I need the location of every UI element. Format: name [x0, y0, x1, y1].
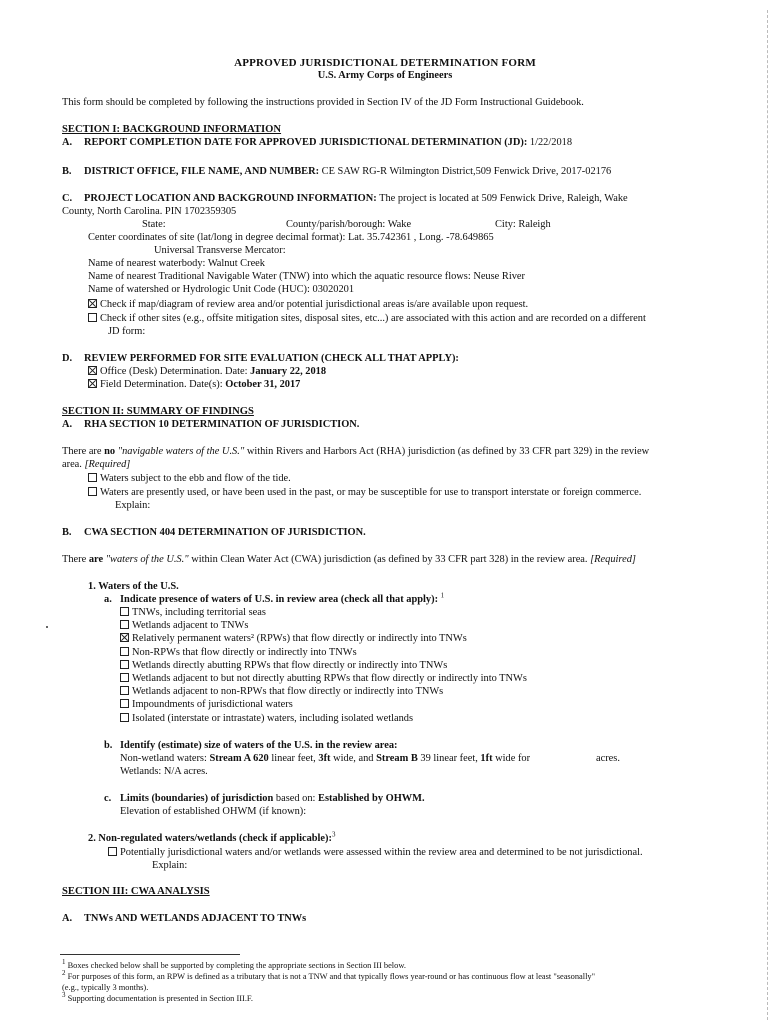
- waters-option-label: Wetlands directly abutting RPWs that flow directly or indirectly into TNWs: [132, 659, 448, 671]
- section-1-heading: SECTION I: BACKGROUND INFORMATION: [62, 124, 282, 135]
- waters-option-row: [120, 713, 413, 726]
- identify-size-label: b.: [104, 740, 113, 751]
- waters-option-checkbox[interactable]: [120, 633, 129, 642]
- commerce-label: Waters are presently used, or have been used in the past, or may be susceptible for use to transport interstate or foreign commerce.: [100, 487, 642, 498]
- instructions-text: This form should be completed by following the instructions provided in Section IV of the JD Form Instructional Guidebook.: [62, 97, 584, 108]
- waters-option-checkbox[interactable]: [120, 660, 129, 669]
- section-1a-text: REPORT COMPLETION DATE FOR APPROVED JURISDICTIONAL DETERMINATION (JD):: [84, 137, 528, 148]
- nonwet-text-5: wide for: [495, 753, 531, 764]
- waters-option-row: [120, 633, 467, 646]
- other-sites-checkbox[interactable]: [88, 313, 97, 322]
- footnote-divider: [60, 954, 240, 955]
- waters-option-checkbox[interactable]: [120, 620, 129, 629]
- waters-option-checkbox[interactable]: [120, 713, 129, 722]
- non-regulated-heading: [88, 830, 336, 846]
- section-1d: [62, 353, 459, 366]
- rha-required: [Required]: [84, 459, 131, 470]
- section-3-heading: SECTION III: CWA ANALYSIS: [62, 886, 210, 897]
- limits-based: based on:: [275, 793, 316, 804]
- report-date: 1/22/2018: [529, 137, 573, 148]
- acres-label: acres.: [596, 753, 620, 764]
- waters-option-label: TNWs, including territorial seas: [132, 607, 266, 618]
- footnote-ref-3: 3: [331, 830, 336, 839]
- waters-option-label: Non-RPWs that flow directly or indirectly into TNWs: [132, 646, 357, 658]
- section-1c-label: C.: [62, 193, 73, 204]
- non-regulated-checkbox-row: [108, 847, 643, 860]
- section-2a-label: A.: [62, 419, 73, 430]
- waters-option-row: [120, 686, 443, 699]
- nonwet-text-1: Non-wetland waters:: [120, 753, 207, 764]
- waters-option-label: Wetlands adjacent to TNWs: [132, 620, 249, 632]
- center-coordinates: Center coordinates of site (lat/long in degree decimal format): Lat. 35.742361 , Long. -78.649865: [88, 232, 494, 243]
- indicate-presence-text: Indicate presence of waters of U.S. in review area (check all that apply):: [120, 594, 439, 605]
- section-1d-label: D.: [62, 353, 73, 364]
- section-2b-label: B.: [62, 527, 72, 538]
- section-1c-text: PROJECT LOCATION AND BACKGROUND INFORMATION:: [84, 193, 377, 204]
- stream-a: Stream A 620: [209, 753, 269, 764]
- section-1b: [62, 166, 611, 179]
- waters-option-checkbox[interactable]: [120, 686, 129, 695]
- waters-heading: 1. Waters of the U.S.: [88, 581, 179, 592]
- rha-no: no: [104, 446, 116, 457]
- indicate-presence-label: a.: [104, 594, 112, 605]
- footnote-ref-1: 1: [440, 591, 445, 600]
- stray-mark: [46, 626, 48, 628]
- rha-statement-end: [62, 459, 130, 472]
- footnote-2-number: 2: [62, 969, 66, 978]
- section-3a: [62, 913, 306, 926]
- limits-label: c.: [104, 793, 112, 804]
- non-regulated-explain: Explain:: [152, 860, 188, 871]
- section-1b-text: DISTRICT OFFICE, FILE NAME, AND NUMBER:: [84, 166, 320, 177]
- map-checkbox[interactable]: [88, 299, 97, 308]
- desk-determination-date: January 22, 2018: [250, 366, 327, 377]
- cwa-required: [Required]: [590, 554, 636, 565]
- cwa-statement: [62, 554, 636, 567]
- waters-option-row: [120, 607, 266, 620]
- stream-b: Stream B: [376, 753, 418, 764]
- nearest-waterbody: Name of nearest waterbody: Walnut Creek: [88, 258, 265, 269]
- district-file: CE SAW RG-R Wilmington District,509 Fenwick Drive, 2017-02176: [321, 166, 612, 177]
- cwa-quote: "waters of the U.S.": [105, 554, 189, 565]
- section-2b: [62, 527, 366, 540]
- footnote-3: [62, 991, 254, 1004]
- map-checkbox-label: Check if map/diagram of review area and/or potential jurisdictional areas is/are available upon request.: [100, 299, 529, 310]
- section-2a-text: RHA SECTION 10 DETERMINATION OF JURISDICTION.: [84, 419, 360, 430]
- rha-quote: "navigable waters of the U.S.": [117, 446, 245, 457]
- waters-option-label: Impoundments of jurisdictional waters: [132, 699, 293, 711]
- width-b: 1ft: [480, 753, 493, 764]
- commerce-checkbox[interactable]: [88, 487, 97, 496]
- utm-field: Universal Transverse Mercator:: [154, 245, 286, 256]
- non-regulated-label: Potentially jurisdictional waters and/or wetlands were assessed within the review area and determined to be not jurisdictional.: [120, 847, 643, 858]
- map-checkbox-row: [88, 299, 528, 312]
- state-field: State:: [142, 219, 166, 230]
- identify-size: [104, 740, 398, 753]
- footnote-3-number: 3: [62, 991, 66, 1000]
- form-title: APPROVED JURISDICTIONAL DETERMINATION FORM: [234, 57, 536, 69]
- project-location: The project is located at 509 Fenwick Drive, Raleigh, Wake: [379, 193, 628, 204]
- footnote-3-text: Supporting documentation is presented in Section III.F.: [67, 994, 254, 1003]
- section-2a: [62, 419, 359, 432]
- desk-determination-label: Office (Desk) Determination. Date:: [100, 366, 248, 377]
- section-1d-text: REVIEW PERFORMED FOR SITE EVALUATION (CHECK ALL THAT APPLY):: [84, 353, 459, 364]
- waters-option-label: Wetlands adjacent to non-RPWs that flow directly or indirectly into TNWs: [132, 686, 444, 698]
- footnote-1-text: Boxes checked below shall be supported by completing the appropriate sections in Section III below.: [67, 961, 406, 970]
- footnote-2-continued: (e.g., typically 3 months).: [62, 983, 149, 992]
- other-sites-checkbox-row: [88, 313, 646, 326]
- commerce-explain: Explain:: [115, 500, 151, 511]
- identify-size-text: Identify (estimate) size of waters of the U.S. in the review area:: [120, 740, 398, 751]
- ebb-checkbox-row: [88, 473, 291, 486]
- footnote-1-number: 1: [62, 958, 66, 967]
- other-sites-jd-form: JD form:: [108, 326, 146, 337]
- cwa-text-1: There: [62, 554, 87, 565]
- section-3a-label: A.: [62, 913, 73, 924]
- cwa-are: are: [88, 554, 104, 565]
- page-edge-divider: [767, 10, 768, 1020]
- nonwet-text-2: linear feet,: [271, 753, 316, 764]
- footnote-2-text: For purposes of this form, an RPW is defined as a tributary that is not a TNW and that typically flows year-round or has continuous flow at least "seasonally": [67, 972, 596, 981]
- ebb-checkbox[interactable]: [88, 473, 97, 482]
- rha-text-3: area.: [62, 459, 82, 470]
- non-wetland-waters: [120, 753, 530, 766]
- non-regulated-checkbox[interactable]: [108, 847, 117, 856]
- field-determination-checkbox[interactable]: [88, 379, 97, 388]
- waters-option-checkbox[interactable]: [120, 607, 129, 616]
- other-sites-label: Check if other sites (e.g., offsite mitigation sites, disposal sites, etc...) are associated with this action and are recorded on a different: [100, 313, 646, 324]
- limits-of-jurisdiction: [104, 793, 425, 806]
- field-determination-row: [88, 379, 300, 392]
- section-2b-text: CWA SECTION 404 DETERMINATION OF JURISDICTION.: [84, 527, 366, 538]
- section-1c: [62, 193, 628, 206]
- desk-determination-checkbox[interactable]: [88, 366, 97, 375]
- footnote-1: [62, 958, 406, 971]
- nonwet-text-4: 39 linear feet,: [420, 753, 478, 764]
- limits-text: Limits (boundaries) of jurisdiction: [120, 793, 274, 804]
- section-1b-label: B.: [62, 166, 72, 177]
- section-2-heading: SECTION II: SUMMARY OF FINDINGS: [62, 406, 254, 417]
- project-county-pin: County, North Carolina. PIN 1702359305: [62, 206, 237, 217]
- waters-option-checkbox[interactable]: [120, 647, 129, 656]
- width-a: 3ft: [318, 753, 331, 764]
- ohwm-elevation: Elevation of established OHWM (if known):: [120, 806, 307, 817]
- section-1a-label: A.: [62, 137, 73, 148]
- indicate-presence: [104, 591, 445, 607]
- form-subtitle: U.S. Army Corps of Engineers: [317, 70, 453, 81]
- waters-option-row: [120, 660, 447, 673]
- wetlands-acres: Wetlands: N/A acres.: [120, 766, 208, 777]
- county-field: County/parish/borough: Wake: [286, 219, 412, 230]
- field-determination-label: Field Determination. Date(s):: [100, 379, 223, 390]
- waters-option-checkbox[interactable]: [120, 673, 129, 682]
- non-regulated-text: 2. Non-regulated waters/wetlands (check if applicable):: [88, 833, 332, 844]
- waters-option-row: [120, 647, 357, 660]
- waters-option-row: [120, 699, 293, 712]
- rha-statement: [62, 446, 649, 459]
- watershed-huc: Name of watershed or Hydrologic Unit Code (HUC): 03020201: [88, 284, 355, 295]
- waters-option-row: [120, 620, 248, 633]
- nonwet-text-3: wide, and: [333, 753, 374, 764]
- cwa-text-2: within Clean Water Act (CWA) jurisdiction (as defined by 33 CFR part 328) in the review area.: [191, 554, 588, 565]
- ebb-label: Waters subject to the ebb and flow of the tide.: [100, 473, 291, 484]
- rha-text-1: There are: [62, 446, 102, 457]
- waters-option-label: Relatively permanent waters² (RPWs) that flow directly or indirectly into TNWs: [132, 633, 467, 645]
- waters-option-label: Wetlands adjacent to but not directly abutting RPWs that flow directly or indirectly into TNWs: [132, 673, 527, 684]
- section-1a: [62, 137, 572, 150]
- desk-determination-row: [88, 366, 326, 379]
- commerce-checkbox-row: [88, 487, 641, 500]
- limits-value: Established by OHWM.: [318, 793, 425, 804]
- section-3a-text: TNWs AND WETLANDS ADJACENT TO TNWs: [84, 913, 307, 924]
- field-determination-date: October 31, 2017: [225, 379, 301, 390]
- waters-option-row: [120, 673, 527, 686]
- rha-text-2: within Rivers and Harbors Act (RHA) jurisdiction (as defined by 33 CFR part 329) in the review: [246, 446, 650, 457]
- waters-option-checkbox[interactable]: [120, 699, 129, 708]
- footnote-2: [62, 969, 596, 982]
- nearest-tnw: Name of nearest Traditional Navigable Water (TNW) into which the aquatic resource flows: Neuse River: [88, 271, 525, 282]
- city-field: City: Raleigh: [495, 219, 551, 230]
- waters-option-label: Isolated (interstate or intrastate) waters, including isolated wetlands: [132, 712, 414, 724]
